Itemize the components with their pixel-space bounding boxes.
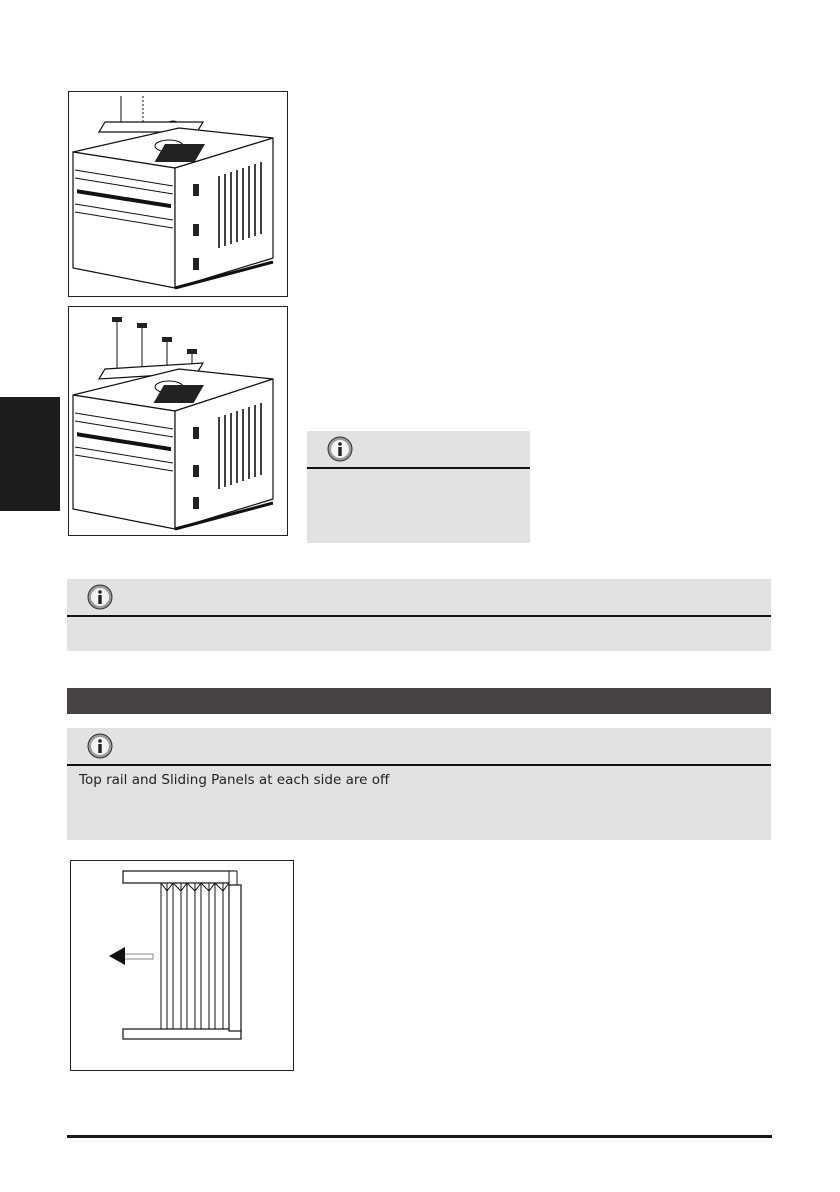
small-note-box [307,431,530,543]
info-icon [87,733,113,759]
air-conditioner-illustration-2 [69,307,287,535]
wide-note-header-1 [67,579,771,617]
chapter-side-tab [0,397,60,511]
footer-rule [67,1135,772,1138]
section-header-bar [67,688,771,714]
wide-note-header-2 [67,728,771,766]
wide-note-box-1 [67,579,771,651]
small-note-header [307,431,530,469]
info-icon [87,584,113,610]
figure-sliding-panel [70,860,294,1071]
air-conditioner-illustration-1 [69,92,287,296]
figure-top-rail-placement [68,91,288,297]
arrow-left-icon [109,947,153,965]
info-icon [327,436,353,462]
sliding-panels-note-text: Top rail and Sliding Panels at each side are off [79,772,390,788]
wide-note-box-2 [67,728,771,840]
sliding-panel-illustration [71,861,292,1069]
figure-top-rail-screws [68,306,288,536]
